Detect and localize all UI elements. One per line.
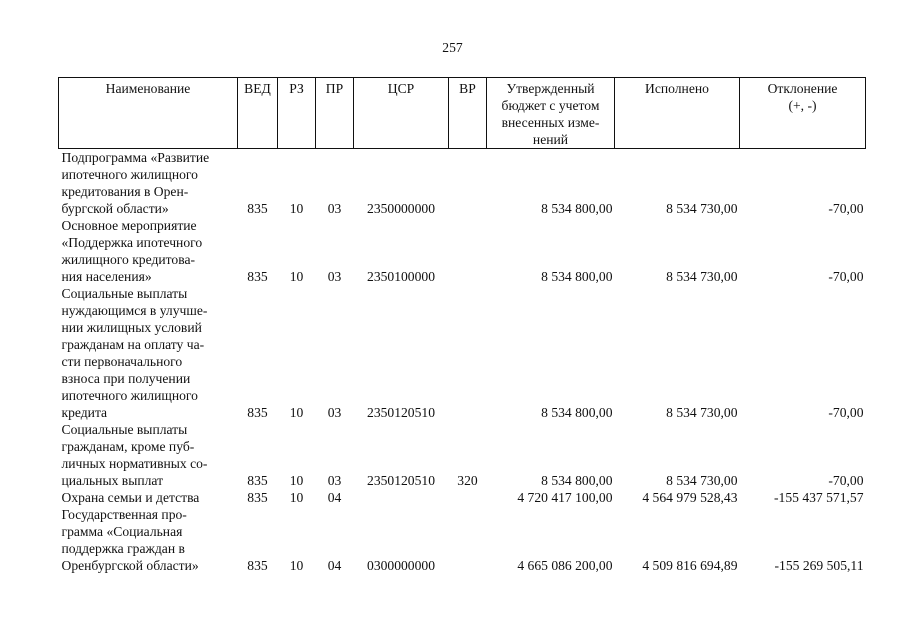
row-deviation: -70,00 [828,201,864,216]
row-vr: 320 [457,473,478,488]
row-name-line: поддержка граждан в [61,541,185,556]
row-csr: 2350120510 [367,405,435,420]
row-vr [449,285,487,421]
row-csr: 2350100000 [367,269,435,284]
row-vr [449,506,487,574]
row-pr: 03 [327,405,342,420]
row-deviation: -155 269 505,11 [774,558,864,573]
row-name-line: Социальные выплаты [61,422,188,437]
row-rz: 10 [289,490,304,505]
row-name-line: жилищного кредитова- [61,252,196,267]
header-deviation-line: Отклонение [767,81,838,96]
row-name-line: Государственная про- [61,507,187,522]
row-name [59,421,238,489]
header-ved: ВЕД [238,78,278,149]
header-vr: ВР [449,78,487,149]
row-name-line: Оренбургской области» [61,558,199,573]
header-budget-line: внесенных изме- [501,115,600,130]
table-row [59,217,866,285]
row-name [59,489,238,506]
row-executed: 4 509 816 694,89 [642,558,738,573]
budget-execution-table [58,77,866,574]
table-body [59,149,866,575]
row-name [59,217,238,285]
row-budget: 8 534 800,00 [541,269,613,284]
row-name-line: грамма «Социальная [61,524,183,539]
header-budget-line: Утвержденный [506,81,595,96]
row-rz: 10 [289,269,304,284]
row-pr: 03 [327,269,342,284]
row-executed: 4 564 979 528,43 [642,490,738,505]
row-ved: 835 [247,490,268,505]
row-name [59,285,238,421]
row-name-line: циальных выплат [61,473,164,488]
row-budget: 8 534 800,00 [541,405,613,420]
row-name-line: Охрана семьи и детства [61,490,200,505]
header-name: Наименование [59,78,238,149]
row-pr: 04 [327,490,342,505]
row-deviation: -70,00 [828,405,864,420]
row-name-line: Подпрограмма «Развитие [61,150,210,165]
row-name-line: ния населения» [61,269,152,284]
row-deviation: -155 437 571,57 [774,490,864,505]
row-budget: 4 720 417 100,00 [517,490,613,505]
row-name-line: взноса при получении [61,371,191,386]
row-budget: 8 534 800,00 [541,201,613,216]
row-name-line: Основное мероприятие [61,218,197,233]
row-csr: 2350120510 [367,473,435,488]
table-row [59,489,866,506]
row-csr: 2350000000 [367,201,435,216]
row-executed: 8 534 730,00 [666,201,738,216]
header-deviation-line: (+, -) [788,98,817,113]
row-executed: 8 534 730,00 [666,269,738,284]
table-row [59,285,866,421]
table-header-row [59,78,866,149]
row-ved: 835 [247,269,268,284]
row-name-line: кредита [61,405,108,420]
row-name-line: кредитования в Орен- [61,184,189,199]
row-csr: 0300000000 [367,558,435,573]
row-name-line: гражданам, кроме пуб- [61,439,195,454]
row-rz: 10 [289,201,304,216]
row-vr [449,149,487,218]
row-deviation: -70,00 [828,473,864,488]
page-number: 257 [442,40,463,55]
row-name [59,149,238,218]
row-ved: 835 [247,201,268,216]
row-pr: 03 [327,201,342,216]
row-vr [449,489,487,506]
header-executed: Исполнено [615,78,740,149]
row-name-line: ипотечного жилищного [61,167,198,182]
row-name-line: ипотечного жилищного [61,388,198,403]
row-executed: 8 534 730,00 [666,405,738,420]
row-vr [449,217,487,285]
row-ved: 835 [247,473,268,488]
header-pr: ПР [316,78,354,149]
row-name-line: личных нормативных со- [61,456,208,471]
row-pr: 03 [327,473,342,488]
row-name-line: сти первоначального [61,354,183,369]
header-csr: ЦСР [354,78,449,149]
row-rz: 10 [289,558,304,573]
row-ved: 835 [247,405,268,420]
row-csr [354,489,449,506]
row-name-line: гражданам на оплату ча- [61,337,205,352]
row-name-line: бургской области» [61,201,169,216]
table-row [59,149,866,218]
row-name [59,506,238,574]
row-pr: 04 [327,558,342,573]
header-deviation [740,78,866,149]
row-name-line: Социальные выплаты [61,286,188,301]
row-rz: 10 [289,473,304,488]
header-budget-line: нений [532,132,569,147]
row-deviation: -70,00 [828,269,864,284]
table-row [59,421,866,489]
row-name-line: нии жилищных условий [61,320,202,335]
header-budget-line: бюджет с учетом [501,98,600,113]
row-name-line: «Поддержка ипотечного [61,235,203,250]
table-row [59,506,866,574]
row-rz: 10 [289,405,304,420]
row-executed: 8 534 730,00 [666,473,738,488]
header-budget [487,78,615,149]
row-budget: 4 665 086 200,00 [517,558,613,573]
row-ved: 835 [247,558,268,573]
row-budget: 8 534 800,00 [541,473,613,488]
header-rz: РЗ [278,78,316,149]
row-name-line: нуждающимся в улучше- [61,303,208,318]
